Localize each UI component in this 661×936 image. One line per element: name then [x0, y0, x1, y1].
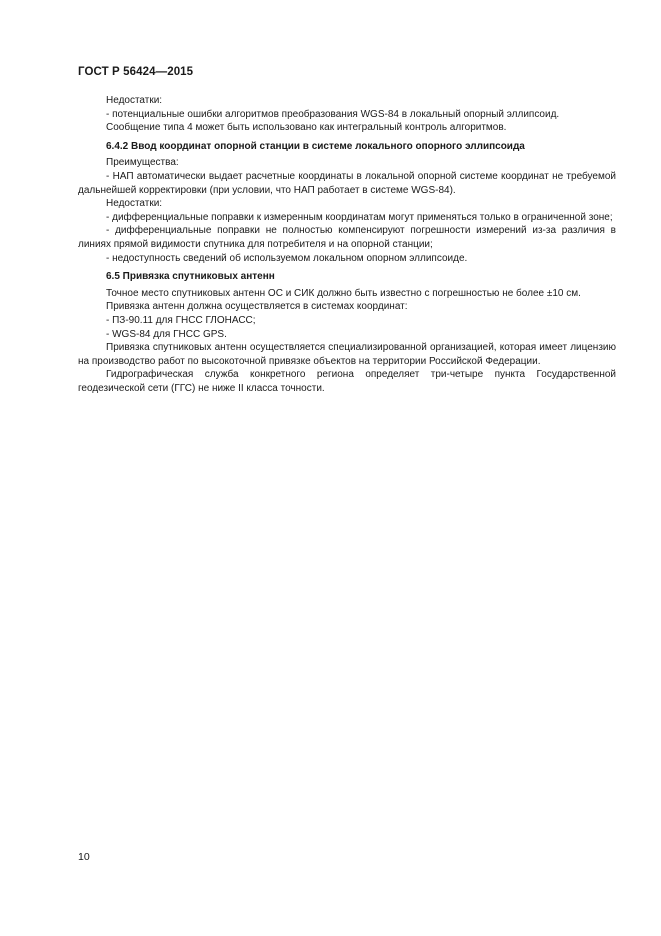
paragraph: Точное место спутниковых антенн ОС и СИК должно быть известно с погрешностью не более ±10 см. — [106, 287, 581, 299]
document-header: ГОСТ Р 56424—2015 — [78, 66, 194, 78]
document-body — [78, 94, 616, 395]
paragraph-advantages-label: Преимущества: — [106, 157, 179, 169]
list-item: - ПЗ-90.11 для ГНСС ГЛОНАСС; — [106, 314, 256, 326]
paragraph: Гидрографическая служба конкретного региона определяет три-четыре пункта Государственной геодезической сети (ГГС) не ниже II класса точности. — [78, 369, 616, 394]
paragraph: Сообщение типа 4 может быть использовано как интегральный контроль алгоритмов. — [106, 122, 507, 134]
list-item: - дифференциальные поправки не полностью компенсируют погрешности измерений из-за различия в линиях прямой видимости спутника для потребителя и на опорной станции; — [78, 225, 616, 250]
paragraph-disadvantages-label: Недостатки: — [106, 95, 163, 106]
list-item: - недоступность сведений об используемом локальном опорном эллипсоиде. — [106, 252, 468, 264]
list-item: - потенциальные ошибки алгоритмов преобразования WGS-84 в локальный опорный эллипсоид. — [106, 108, 560, 120]
section-heading: 6.5 Привязка спутниковых антенн — [106, 271, 275, 283]
paragraph: Привязка антенн должна осуществляется в системах координат: — [106, 301, 408, 313]
section-heading: 6.4.2 Ввод координат опорной станции в системе локального опорного эллипсоида — [106, 140, 525, 152]
paragraph: Привязка спутниковых антенн осуществляется специализированной организацией, которая имеет лицензию на производство работ по высокоточной привязке объектов на территории Российской Федерации. — [78, 342, 616, 367]
list-item: - WGS-84 для ГНСС GPS. — [106, 328, 227, 340]
paragraph-disadvantages-label: Недостатки: — [106, 198, 163, 210]
list-item: - НАП автоматически выдает расчетные координаты в локальной опорной системе координат не требуемой дальнейшей корректировки (при условии, что НАП работает в системе WGS-84). — [78, 170, 616, 196]
list-item: - дифференциальные поправки к измеренным координатам могут применяться только в ограниченной зоне; — [106, 211, 613, 223]
page-number: 10 — [78, 851, 90, 863]
